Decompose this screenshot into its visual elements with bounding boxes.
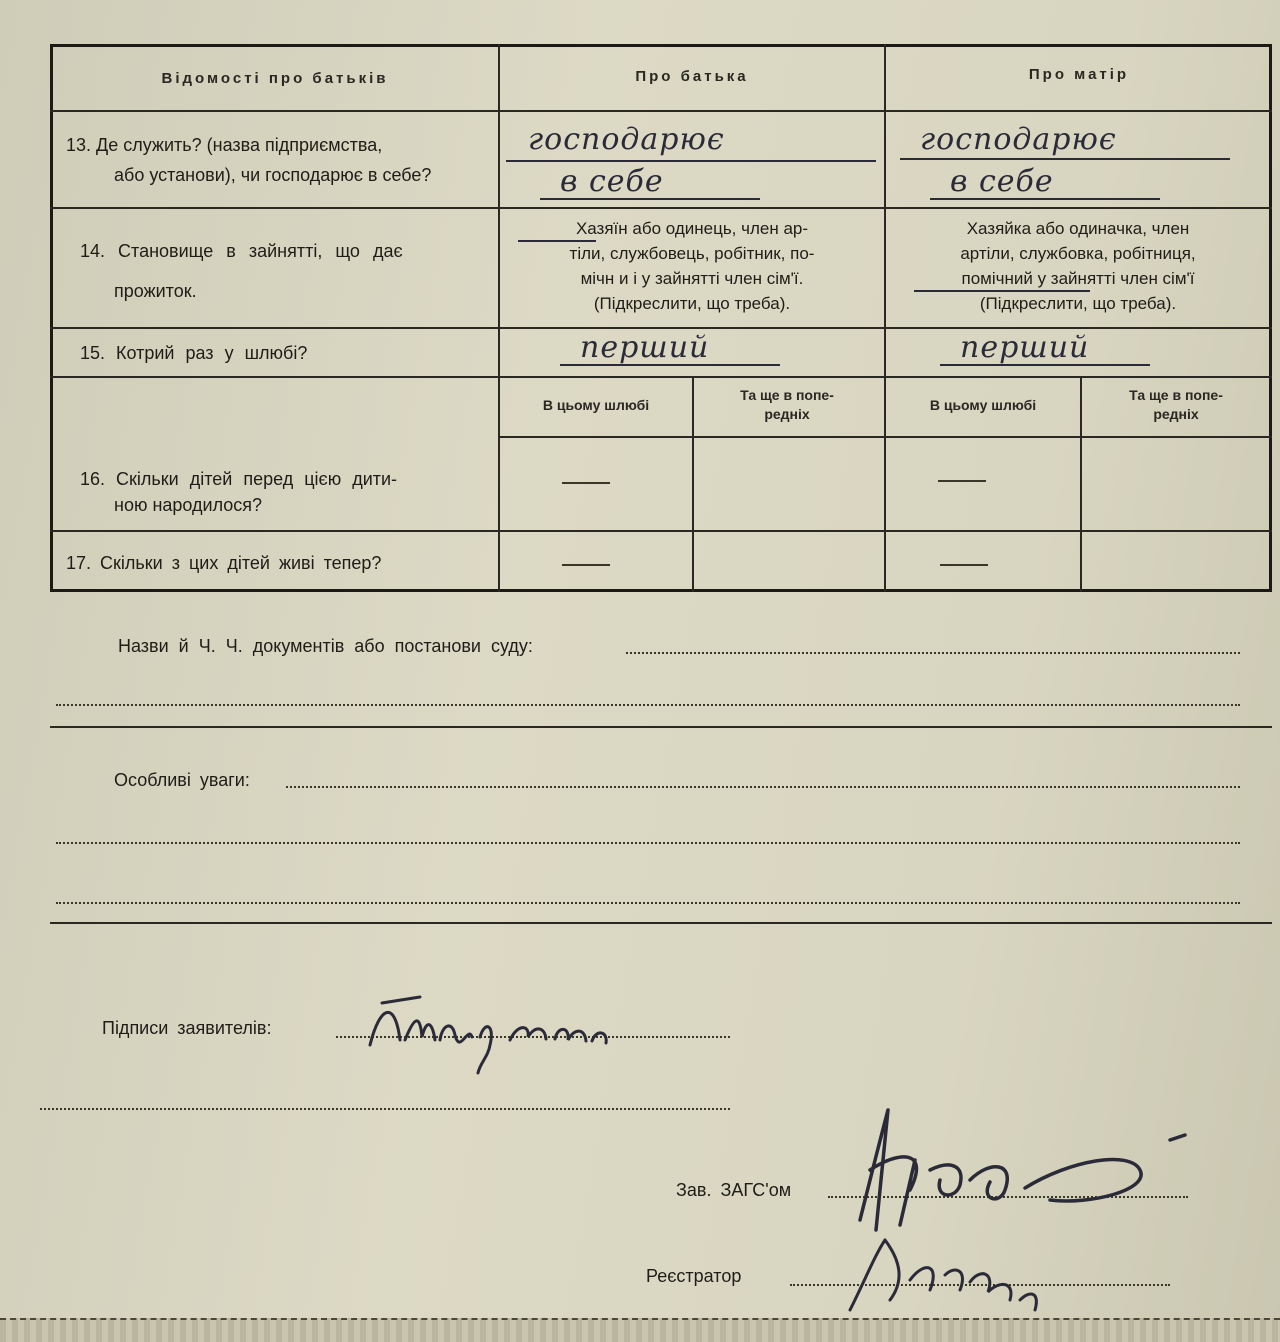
q17-mother-dash	[940, 564, 988, 566]
row-divider	[500, 436, 1272, 438]
subheader-mother-previous-line2: редніх	[1153, 406, 1199, 422]
registrar-signature	[830, 1220, 1090, 1320]
subheader-mother-this-marriage: В цьому шлюбі	[929, 397, 1037, 413]
q14-mother-options-line2: артіли, службовка, робітниця,	[960, 244, 1196, 263]
q14-question-line1: 14. Становище в зайнятті, що дає	[80, 241, 403, 261]
q16-question-line1: 16. Скільки дітей перед цією дити-	[80, 469, 398, 489]
row-divider	[50, 327, 1272, 329]
q14-mother-options-line4: (Підкреслити, що треба).	[979, 294, 1177, 313]
q13-question-line1: 13. Де служить? (назва підприємства,	[66, 135, 383, 155]
documents-label: Назви й Ч. Ч. документів або постанови суду:	[118, 636, 533, 656]
header-father: Про батька	[635, 68, 749, 85]
column-divider	[884, 44, 886, 592]
q14-father-options-line4: (Підкреслити, що треба).	[593, 294, 791, 313]
applicants-signature-field-line2	[40, 1108, 730, 1110]
page-bottom-edge	[0, 1318, 1280, 1342]
header-parents-info: Відомості про батьків	[161, 70, 389, 87]
q14-question-line2: прожиток.	[114, 281, 197, 301]
subheader-father-previous-line2: редніх	[764, 406, 810, 422]
q13-mother-answer-line2: в себе	[950, 164, 1054, 199]
applicants-label: Підписи заявителів:	[102, 1018, 272, 1038]
handwriting-underline	[560, 364, 780, 366]
documents-field	[626, 652, 1240, 654]
head-signature	[840, 1090, 1230, 1240]
remarks-field-line2	[56, 842, 1240, 844]
q14-father-options-line1: Хазяїн або одинець, член ар-	[575, 219, 809, 238]
q14-mother-options-line1: Хазяйка або одиначка, член	[966, 219, 1190, 238]
q14-mother-options-line3: помічний у зайнятті член сім'ї	[961, 269, 1195, 288]
q13-question-line2: або установи), чи господарює в себе?	[114, 165, 432, 185]
q15-mother-answer: перший	[960, 330, 1090, 365]
section-divider	[50, 726, 1272, 728]
q17-question: 17. Скільки з цих дітей живі тепер?	[66, 553, 382, 573]
handwriting-underline	[540, 198, 760, 200]
q16-question-line2: ною народилося?	[114, 495, 263, 515]
column-divider	[498, 44, 500, 592]
section-divider	[50, 922, 1272, 924]
documents-field-line2	[56, 704, 1240, 706]
q14-father-options-line2: тіли, службовець, робітник, по-	[569, 244, 815, 263]
handwriting-underline	[930, 198, 1160, 200]
applicant-signature	[360, 985, 660, 1075]
row-divider	[50, 376, 1272, 378]
q13-mother-answer-line1: господарює	[920, 122, 1117, 157]
q16-father-dash	[562, 482, 610, 484]
handwriting-underline	[506, 160, 876, 162]
header-mother: Про матір	[1028, 66, 1130, 83]
handwriting-underline	[900, 158, 1230, 160]
q15-father-answer: перший	[580, 330, 710, 365]
row-divider	[50, 530, 1272, 532]
subheader-father-this-marriage: В цьому шлюбі	[542, 397, 650, 413]
q15-question: 15. Котрий раз у шлюбі?	[80, 343, 308, 363]
subheader-father-previous-line1: Та ще в попе-	[740, 387, 834, 403]
head-label: Зав. ЗАГС'ом	[676, 1180, 792, 1200]
selection-underline	[914, 290, 1090, 292]
subheader-mother-previous-line1: Та ще в попе-	[1129, 387, 1223, 403]
selection-underline	[518, 240, 596, 242]
remarks-field	[286, 786, 1240, 788]
row-divider	[50, 110, 1272, 112]
q14-father-options-line3: мічн и і у зайнятті член сім'ї.	[580, 269, 804, 288]
q16-mother-dash	[938, 480, 986, 482]
handwriting-underline	[940, 364, 1150, 366]
remarks-label: Особливі уваги:	[114, 770, 250, 790]
q13-father-answer-line1: господарює	[528, 122, 725, 157]
registrar-label: Реєстратор	[646, 1266, 742, 1286]
row-divider	[50, 207, 1272, 209]
remarks-field-line3	[56, 902, 1240, 904]
q17-father-dash	[562, 564, 610, 566]
q13-father-answer-line2: в себе	[560, 164, 664, 199]
